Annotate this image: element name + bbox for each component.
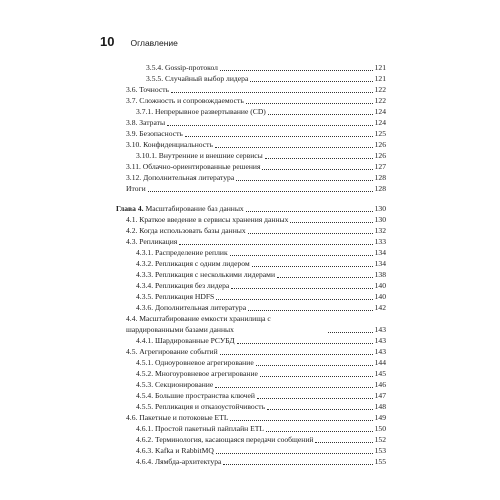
toc-page-number: 132 xyxy=(374,226,386,235)
toc-entry-title: 3.10.1. Внутренние и внешние сервисы xyxy=(136,151,263,160)
toc-entry-title: 3.6. Точность xyxy=(126,85,169,94)
toc-entry xyxy=(116,291,386,302)
toc-entry xyxy=(116,313,386,335)
toc-page-number: 122 xyxy=(374,96,386,105)
dot-leader xyxy=(248,310,373,311)
toc-entry-title: Итоги xyxy=(126,184,146,193)
toc-entry xyxy=(116,434,386,445)
toc-page-number: 126 xyxy=(374,151,386,160)
toc-entry-title: 4.5. Агрегирование событий xyxy=(126,347,218,356)
dot-leader xyxy=(315,442,372,443)
toc-entry-title: 3.5.5. Случайный выбор лидера xyxy=(146,74,249,83)
toc-entry-title: 4.3. Репликация xyxy=(126,237,178,246)
dot-leader xyxy=(237,343,373,344)
toc-entry xyxy=(116,379,386,390)
toc-entry-title: 4.6.4. Лямбда-архитектура xyxy=(136,457,222,466)
toc-entry xyxy=(116,390,386,401)
toc-entry xyxy=(116,225,386,236)
dot-leader xyxy=(148,191,373,192)
toc-page-number: 133 xyxy=(374,237,386,246)
dot-leader xyxy=(266,431,373,432)
dot-leader xyxy=(236,180,372,181)
toc-chapter-entry xyxy=(116,203,386,214)
toc-entry-title: 3.8. Затраты xyxy=(126,118,166,127)
toc-page-number: 146 xyxy=(374,380,386,389)
toc-entry-title: 4.3.4. Репликация без лидера xyxy=(136,281,230,290)
toc-page-number: 121 xyxy=(374,63,386,72)
toc-entry xyxy=(116,214,386,225)
toc-page-number: 145 xyxy=(374,369,386,378)
toc-page-number: 147 xyxy=(374,391,386,400)
toc-entry xyxy=(116,269,386,280)
dot-leader xyxy=(250,81,372,82)
toc-entry xyxy=(116,368,386,379)
toc-page-number: 124 xyxy=(374,107,386,116)
toc-entry xyxy=(116,401,386,412)
toc-entry-title: 3.7. Сложность и сопровождаемость xyxy=(126,96,244,105)
toc-entry xyxy=(116,445,386,456)
toc-entry-title: 4.5.5. Репликация и отказоустойчивость xyxy=(136,402,266,411)
toc-entry xyxy=(116,247,386,258)
dot-leader xyxy=(215,147,373,148)
dot-leader xyxy=(216,453,373,454)
toc-entry xyxy=(116,346,386,357)
toc-entry-title: 4.2. Когда использовать базы данных xyxy=(126,226,246,235)
toc-entry xyxy=(116,150,386,161)
dot-leader xyxy=(220,70,373,71)
toc-entry-title: 4.3.5. Репликация HDFS xyxy=(136,292,215,301)
toc-entry-title: 4.5.1. Одноуровневое агрегирование xyxy=(136,358,254,367)
toc-entry-title: 4.5.2. Многоуровневое агрегирование xyxy=(136,369,258,378)
toc-entry xyxy=(116,423,386,434)
toc-entry xyxy=(116,161,386,172)
dot-leader xyxy=(171,92,373,93)
toc-entry-title: 4.3.6. Дополнительная литература xyxy=(136,303,247,312)
chapter-title: Масштабирование баз данных xyxy=(145,204,244,213)
dot-leader xyxy=(248,233,373,234)
toc-page-number: 134 xyxy=(374,248,386,257)
toc-entry xyxy=(116,357,386,368)
toc-entry-title: 4.3.2. Репликация с одним лидером xyxy=(136,259,250,268)
toc-entry-title: 3.9. Безопасность xyxy=(126,129,183,138)
toc-page-number: 150 xyxy=(374,424,386,433)
toc-page-number: 126 xyxy=(374,140,386,149)
toc-entry xyxy=(116,62,386,73)
toc-page-number: 143 xyxy=(374,336,386,345)
dot-leader xyxy=(262,169,372,170)
dot-leader xyxy=(167,125,373,126)
dot-leader xyxy=(267,409,373,410)
toc-page-number: 143 xyxy=(374,347,386,356)
toc-entry-title: 4.1. Краткое введение в сервисы хранения данных xyxy=(126,215,289,224)
toc-page-number: 144 xyxy=(374,358,386,367)
toc-entry-title: 4.3.1. Распределение реплик xyxy=(136,248,228,257)
table-of-contents xyxy=(116,62,386,467)
dot-leader xyxy=(265,158,373,159)
toc-page-number: 148 xyxy=(374,402,386,411)
toc-page-number: 152 xyxy=(374,435,386,444)
toc-entry-title: 3.10. Конфиденциальность xyxy=(126,140,213,149)
dot-leader xyxy=(216,299,372,300)
toc-page-number: 142 xyxy=(374,303,386,312)
dot-leader xyxy=(220,354,373,355)
toc-entry xyxy=(116,95,386,106)
dot-leader xyxy=(268,114,373,115)
toc-page-number: 125 xyxy=(374,129,386,138)
toc-entry xyxy=(116,280,386,291)
dot-leader xyxy=(215,387,372,388)
toc-entry-title: 4.4. Масштабирование емкости хранилища с шардированными базами данных xyxy=(126,314,271,334)
toc-page-number: 127 xyxy=(374,162,386,171)
toc-entry xyxy=(116,84,386,95)
toc-page-number: 128 xyxy=(374,173,386,182)
dot-leader xyxy=(231,288,372,289)
toc-entry xyxy=(116,128,386,139)
toc-entry xyxy=(116,172,386,183)
toc-entry xyxy=(116,456,386,467)
toc-entry xyxy=(116,302,386,313)
toc-entry xyxy=(116,117,386,128)
toc-entry xyxy=(116,106,386,117)
dot-leader xyxy=(179,244,372,245)
toc-page-number: 128 xyxy=(374,184,386,193)
dot-leader xyxy=(328,332,373,333)
toc-page-number: 138 xyxy=(374,270,386,279)
toc-page-number: 121 xyxy=(374,74,386,83)
toc-entry xyxy=(116,412,386,423)
toc-entry-title: 4.6.1. Простой пакетный пайплайн ETL xyxy=(136,424,265,433)
dot-leader xyxy=(230,255,373,256)
dot-leader xyxy=(256,365,373,366)
toc-page-number: 134 xyxy=(374,259,386,268)
dot-leader xyxy=(252,266,373,267)
dot-leader xyxy=(277,277,373,278)
toc-entry-title: 3.11. Облачно-ориентированные решения xyxy=(126,162,261,171)
dot-leader xyxy=(246,211,373,212)
toc-page-number: 140 xyxy=(374,292,386,301)
dot-leader xyxy=(246,103,373,104)
dot-leader xyxy=(290,222,372,223)
running-title: Оглавление xyxy=(130,38,178,48)
toc-entry xyxy=(116,139,386,150)
dot-leader xyxy=(260,376,373,377)
toc-entry xyxy=(116,183,386,194)
toc-entry-title: 4.3.3. Репликация с несколькими лидерами xyxy=(136,270,276,279)
toc-page-number: 130 xyxy=(374,204,386,213)
toc-entry-title: 4.4.1. Шардированные РСУБД xyxy=(136,336,235,345)
toc-entry-title: 4.5.3. Секционирование xyxy=(136,380,214,389)
chapter-label: Глава 4. xyxy=(116,204,144,213)
toc-page-number: 140 xyxy=(374,281,386,290)
dot-leader xyxy=(185,136,373,137)
dot-leader xyxy=(257,398,373,399)
toc-entry xyxy=(116,335,386,346)
toc-page-number: 149 xyxy=(374,413,386,422)
toc-entry-title: 4.6.3. Kafka и RabbitMQ xyxy=(136,446,214,455)
toc-page-number: 155 xyxy=(374,457,386,466)
toc-entry-title: 4.6.2. Терминология, касающаяся передачи сообщений xyxy=(136,435,314,444)
toc-entry-title: 3.5.4. Gossip-протокол xyxy=(146,63,218,72)
toc-page-number: 153 xyxy=(374,446,386,455)
dot-leader xyxy=(223,464,372,465)
page-number: 10 xyxy=(100,34,115,49)
toc-entry-title: 4.6. Пакетные и потоковые ETL xyxy=(126,413,229,422)
toc-entry xyxy=(116,236,386,247)
toc-entry xyxy=(116,73,386,84)
toc-page-number: 122 xyxy=(374,85,386,94)
toc-entry-title: 3.12. Дополнительная литература xyxy=(126,173,235,182)
page-header xyxy=(100,34,178,49)
toc-entry xyxy=(116,258,386,269)
toc-page-number: 130 xyxy=(374,215,386,224)
dot-leader xyxy=(230,420,372,421)
toc-entry-title: 4.5.4. Большие пространства ключей xyxy=(136,391,255,400)
toc-page-number: 143 xyxy=(374,325,386,334)
toc-entry-title: 3.7.1. Непрерывное развертывание (CD) xyxy=(136,107,266,116)
toc-entry-title xyxy=(116,203,244,214)
toc-page-number: 124 xyxy=(374,118,386,127)
